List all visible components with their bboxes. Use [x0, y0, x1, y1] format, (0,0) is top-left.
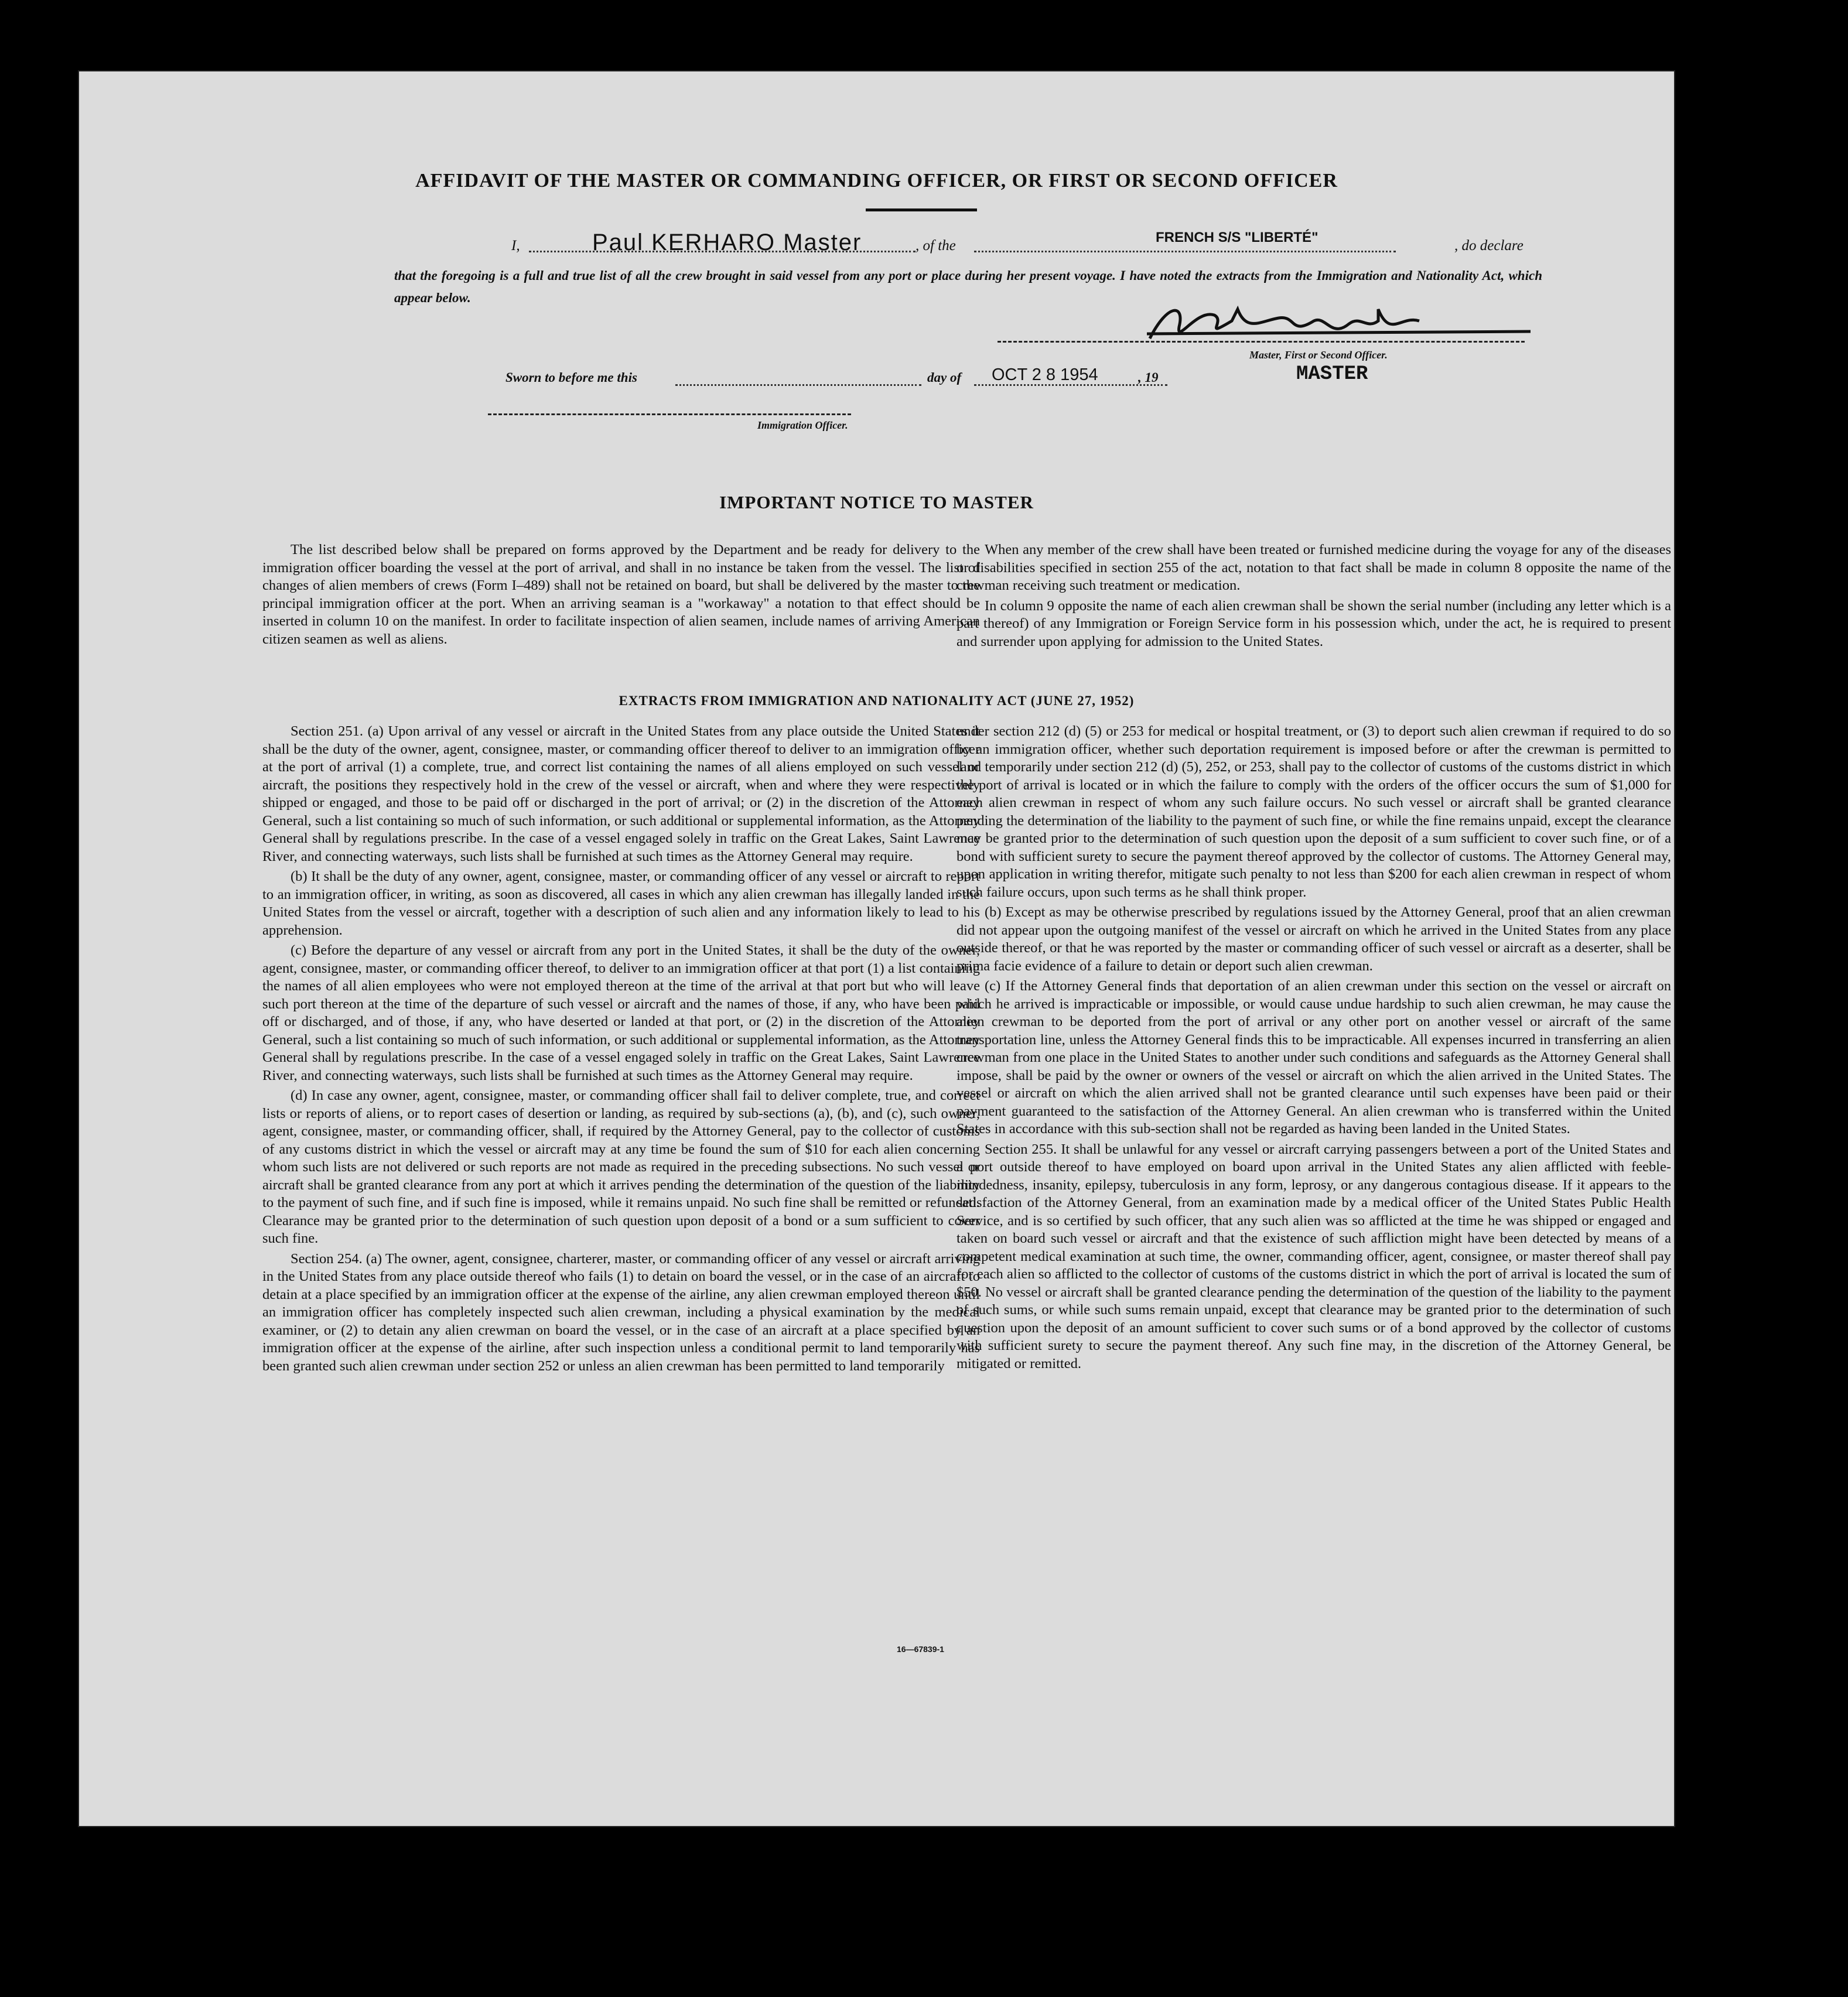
- section-254-b: (b) Except as may be otherwise prescribed by regulations issued by the Attorney General, proof that an alien crewman did not appear upon the outgoing manifest of the vessel or aircraft on which he arrived in the United States from any place outside thereof, or that he was reported by the master or commanding officer of such vessel or aircraft as a deserter, shall be prima facie evidence of a failure to detain or deport such alien crewman.: [957, 904, 1671, 974]
- punch-hole: [1685, 1589, 1714, 1619]
- of-the-label: , of the: [916, 238, 956, 254]
- year-label: , 19: [1138, 370, 1159, 385]
- document-sheet: [78, 70, 1675, 1827]
- section-254-a-continued: under section 212 (d) (5) or 253 for medical or hospital treatment, or (3) to deport such alien crewman if required to do so by an immigration officer, whether such deportation requirement is imposed before or after the crewman is permitted to land temporarily under section 212 (d) (5), 252, or 253, shall pay to the collector of customs of the customs district in which the port of arrival is located or in which the failure to comply with the orders of the officer occurs the sum of $1,000 for each alien crewman in respect of whom any such failure occurs. No such vessel or aircraft shall be granted clearance pending the determination of the liability to the payment of such fine, or while the fine remains unpaid, except the clearance may be granted prior to the determination of such question upon the deposit of a sum sufficient to cover such fine, or of a bond with sufficient surety to secure the payment thereof approved by the collector of customs. The Attorney General may, upon application in writing therefor, mitigate such penalty to not less than $200 for each alien crewman in respect of whom such failure occurs, upon such terms as he shall think proper.: [957, 723, 1671, 900]
- form-number: 16—67839-1: [897, 1644, 944, 1654]
- signature-caption: Master, First or Second Officer.: [1249, 349, 1388, 361]
- notice-left-paragraph: The list described below shall be prepared on forms approved by the Department and be ready for delivery to the immigration officer boarding the vessel at the port of arrival, and shall in no instance be taken from the vessel. The list of changes of alien members of crews (Form I–489) shall not be retained on board, but shall be delivered by the master to the principal immigration officer at the port. When an arriving seaman is a "workaway" a notation to that effect should be inserted in column 10 on the manifest. In order to facilitate inspection of alien seamen, include names of arriving American citizen seamen as well as aliens.: [262, 542, 980, 647]
- officer-name: Paul KERHARO Master: [592, 230, 862, 255]
- sworn-date: OCT 2 8 1954: [992, 365, 1098, 384]
- notice-title: IMPORTANT NOTICE TO MASTER: [719, 492, 1034, 512]
- notice-right-paragraph-2: In column 9 opposite the name of each alien crewman shall be shown the serial number (including any letter which is a part thereof) of any Immigration or Foreign Service form in his possession which, under the act, he is required to present and surrender upon applying for admission to the United States.: [957, 597, 1671, 649]
- immigration-officer-line: [488, 413, 851, 415]
- sworn-label: Sworn to before me this: [505, 370, 637, 385]
- declaration-row: [429, 225, 1542, 260]
- i-label: I,: [511, 238, 520, 254]
- section-251-a: Section 251. (a) Upon arrival of any vessel or aircraft in the United States from any place outside the United States it shall be the duty of the owner, agent, consignee, master, or commanding officer thereof to deliver to an immigration officer at the port of arrival (1) a complete, true, and correct list containing the names of all aliens employed on such vessel or aircraft, the positions they respectively hold in the crew of the vessel or aircraft, when and where they were respectively shipped or engaged, and those to be paid off or discharged in the port of arrival; or (2) in the discretion of the Attorney General, such a list containing so much of such information, or such additional or supplemental information, as the Attorney General shall by regulations prescribe. In the case of a vessel engaged solely in traffic on the Great Lakes, Saint Lawrence River, and connecting waterways, such lists shall be furnished at such times as the Attorney General may require.: [262, 723, 980, 864]
- section-254-a: Section 254. (a) The owner, agent, consignee, charterer, master, or commanding officer of any vessel or aircraft arriving in the United States from any place outside thereof who fails (1) to detain on board the vessel, or in the case of an aircraft to detain at a place specified by an immigration officer at the expense of the airline, any alien crewman employed thereon until an immigration officer has completely inspected such alien crewman, including a physical examination by the medical examiner, or (2) to detain any alien crewman on board the vessel, or in the case of an aircraft at a place specified by an immigration officer at the expense of the airline, after such inspection unless a conditional permit to land temporarily has been granted such alien crewman under section 252 or unless an alien crewman has been permitted to land temporarily: [262, 1250, 980, 1374]
- punch-hole: [1685, 1315, 1714, 1345]
- extracts-left-column: [262, 723, 980, 1375]
- punch-hole: [1685, 258, 1714, 287]
- immigration-officer-caption: Immigration Officer.: [757, 419, 848, 431]
- punch-hole: [1685, 624, 1714, 654]
- affidavit-title: AFFIDAVIT OF THE MASTER OR COMMANDING OFFICER, OR FIRST OR SECOND OFFICER: [415, 170, 1338, 192]
- punch-hole: [1685, 713, 1714, 743]
- do-declare-label: , do declare: [1454, 238, 1524, 254]
- extracts-title: EXTRACTS FROM IMMIGRATION AND NATIONALITY ACT (JUNE 27, 1952): [619, 693, 1135, 708]
- vessel-name: FRENCH S/S "LIBERTÉ": [1156, 230, 1318, 245]
- punch-hole: [1685, 348, 1714, 377]
- notice-left-column: [262, 541, 980, 648]
- affidavit-statement: that the foregoing is a full and true list of all the crew brought in said vessel from any port or place during her present voyage. I have noted the extracts from the Immigration and Nationality Act, which appear below.: [394, 268, 1542, 305]
- section-251-d: (d) In case any owner, agent, consignee, master, or commanding officer shall fail to deliver complete, true, and correct lists or reports of aliens, or to report cases of desertion or landing, as required by sub-sections (a), (b), and (c), such owner, agent, consignee, master, or commanding officer, shall, if required by the Attorney General, pay to the collector of customs of any customs district in which the vessel or aircraft may at any time be found the sum of $10 for each alien concerning whom such lists are not delivered or such reports are not made as required in the preceding subsections. No such vessel or aircraft shall be granted clearance from any port at which it arrives pending the determination of the question of the liability to the payment of such fine, and if such fine is imposed, while it remains unpaid. No such fine shall be remitted or refunded. Clearance may be granted prior to the determination of such question upon deposit of a bond or a sum sufficient to cover such fine.: [262, 1088, 980, 1246]
- master-stamp: MASTER: [1296, 363, 1368, 385]
- sworn-row: [429, 364, 1249, 394]
- notice-right-paragraph-1: When any member of the crew shall have been treated or furnished medicine during the voyage for any of the diseases or disabilities specified in section 255 of the act, notation to that fact shall be made in column 8 opposite the name of the crewman receiving such treatment or medication.: [957, 542, 1671, 593]
- section-255: Section 255. It shall be unlawful for any vessel or aircraft carrying passengers between a port of the United States and a port outside thereof to have employed on board upon arrival in the United States any alien afflicted with feeble-mindedness, insanity, epilepsy, tuberculosis in any form, leprosy, or any dangerous contagious disease. If it appears to the satisfaction of the Attorney General, from an examination made by a medical officer of the United States Public Health Service, and is so certified by such officer, that any such alien was so afflicted at the time he was shipped or engaged and taken on board such vessel or aircraft and that the existence of such affliction might have been detected by means of a competent medical examination at such time, the owner, commanding officer, agent, consignee, or master thereof shall pay for each alien so afflicted to the collector of customs of the customs district in which the port of arrival is located the sum of $50. No vessel or aircraft shall be granted clearance pending the determination of the question of the liability to the payment of such sums, or while such sums remain unpaid, except that clearance may be granted prior to the determination of such question upon the deposit of an amount sufficient to cover such sums or of a bond approved by the collector of customs with sufficient surety to secure the payment thereof. Any such fine may, in the discretion of the Attorney General, be mitigated or remitted.: [957, 1141, 1671, 1372]
- punch-hole: [1685, 1228, 1714, 1257]
- notice-right-column: [957, 541, 1671, 651]
- section-251-c: (c) Before the departure of any vessel or aircraft from any port in the United States, it shall be the duty of the owner, agent, consignee, master, or commanding officer thereof, to deliver to an immigration officer at that port (1) a list containing the names of all alien employees who were not employed thereon at the time of the arrival at that port but who will leave such port thereon at the time of the departure of such vessel or aircraft and the names of those, if any, who have been paid off or discharged, and of those, if any, who have deserted or landed at that port, or (2) in the discretion of the Attorney General, such a list containing so much of such information, or such additional or supplemental information, as the Attorney General shall by regulations prescribe. In the case of a vessel engaged solely in traffic on the Great Lakes, Saint Lawrence River, and connecting waterways, such lists shall be furnished at such times as the Attorney General may require.: [262, 942, 980, 1083]
- section-251-b: (b) It shall be the duty of any owner, agent, consignee, master, or commanding officer of any vessel or aircraft to report to an immigration officer, in writing, as soon as discovered, all cases in which any alien crewman has illegally landed in the United States from the vessel or aircraft, together with a description of such alien and any information likely to lead to his apprehension.: [262, 868, 980, 938]
- section-254-c: (c) If the Attorney General finds that deportation of an alien crewman under this section on the vessel or aircraft on which he arrived is impracticable or impossible, or would cause undue hardship to such alien crewman, he may cause the alien crewman to be deported from the port of arrival or any other port on another vessel or aircraft of the same transportation line, unless the Attorney General finds this to be impracticable. All expenses incurred in transferring an alien crewman from one place in the United States to another under such conditions and safeguards as the Attorney General shall impose, shall be paid by the owner or owners of the vessel or aircraft on which the alien arrived in the United States. The vessel or aircraft on which the alien arrived shall not be granted clearance until such expenses have been paid or their payment guaranteed to the satisfaction of the Attorney General. An alien crewman who is transferred within the United States in accordance with this sub-section shall not be regarded as having been landed in the United States.: [957, 978, 1671, 1137]
- title-rule: [866, 208, 977, 211]
- vessel-dotted-line: [974, 251, 1396, 252]
- extracts-right-column: [957, 723, 1671, 1373]
- signature-line: [998, 341, 1525, 343]
- sworn-day-dotted-line: [675, 384, 921, 386]
- day-of-label: day of: [927, 370, 962, 385]
